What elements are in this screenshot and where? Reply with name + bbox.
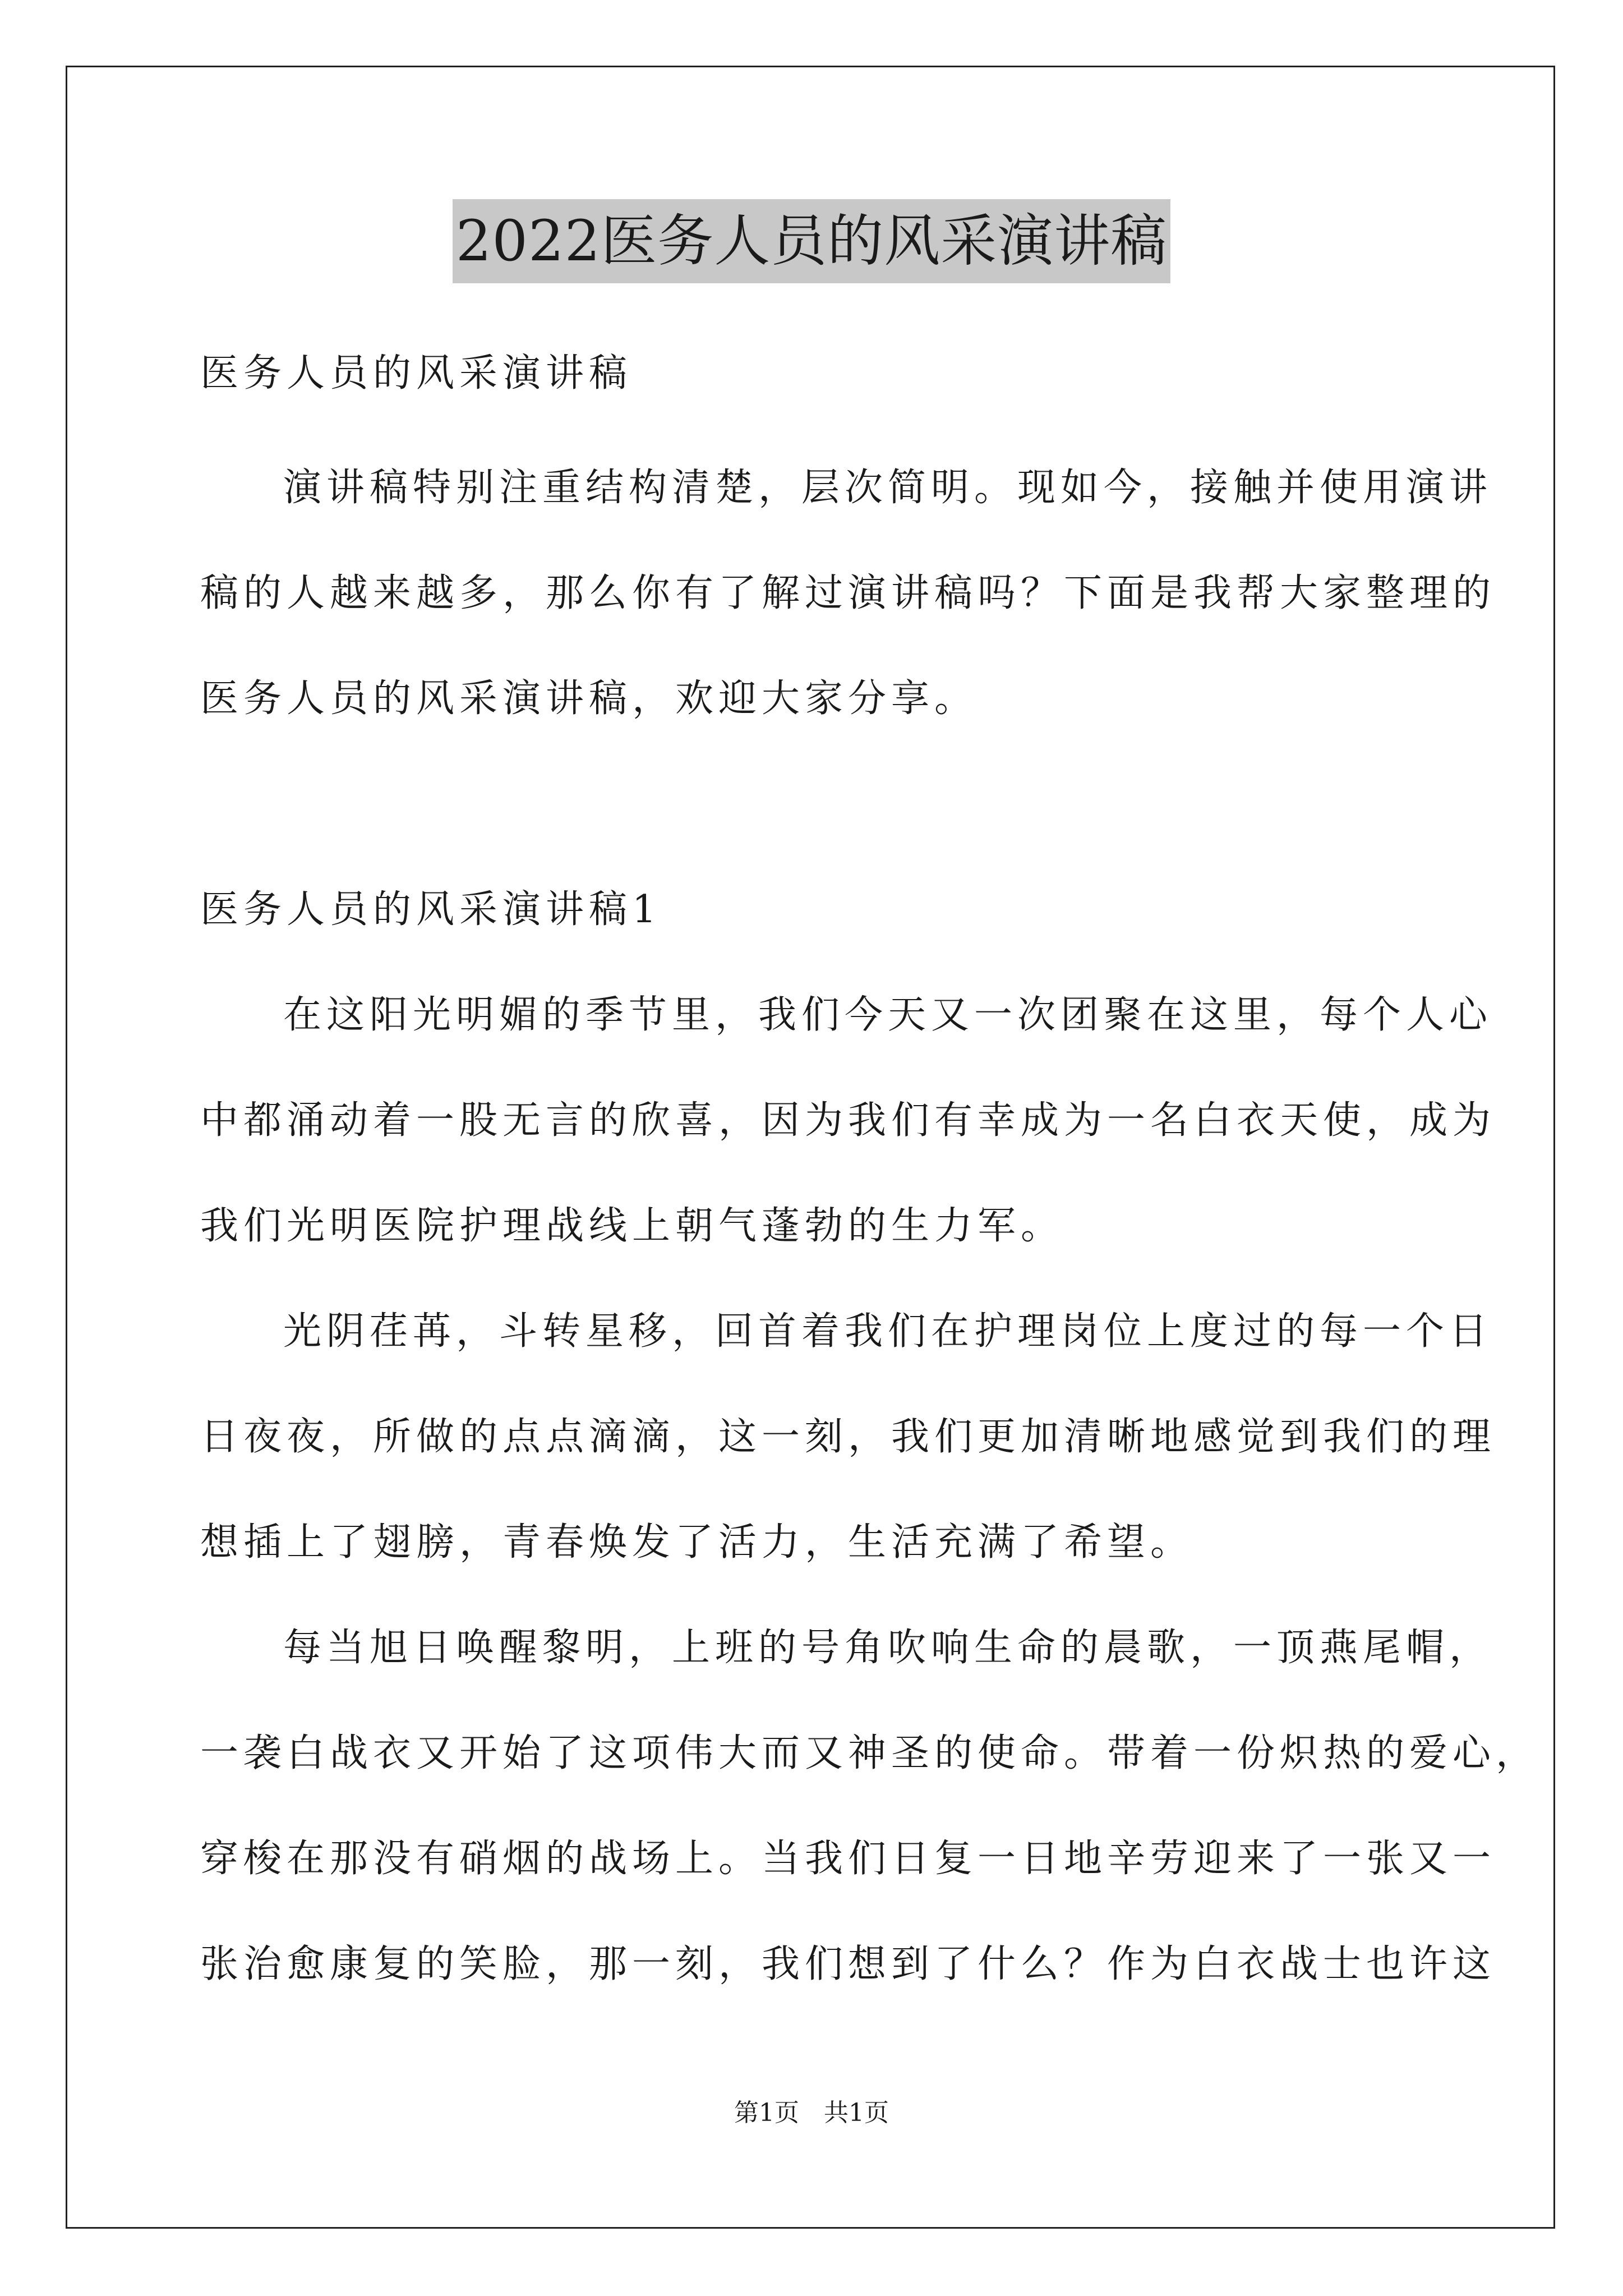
paragraph-line: 张治愈康复的笑脸，那一刻，我们想到了什么？作为白衣战士也许这 bbox=[200, 1942, 1496, 1986]
section-heading: 医务人员的风采演讲稿1 bbox=[200, 887, 662, 932]
paragraph-line: 稿的人越来越多，那么你有了解过演讲稿吗？下面是我帮大家整理的 bbox=[200, 571, 1496, 615]
title-container bbox=[0, 199, 1623, 283]
paragraph-line: 光阴荏苒，斗转星移，回首着我们在护理岗位上度过的每一个日 bbox=[283, 1309, 1493, 1354]
page-footer: 第1页 共1页 bbox=[734, 2099, 889, 2127]
paragraph-line: 每当旭日唤醒黎明，上班的号角吹响生命的晨歌，一顶燕尾帽， bbox=[283, 1626, 1493, 1670]
paragraph-line: 中都涌动着一股无言的欣喜，因为我们有幸成为一名白衣天使，成为 bbox=[200, 1098, 1496, 1143]
paragraph-line: 日夜夜，所做的点点滴滴，这一刻，我们更加清晰地感觉到我们的理 bbox=[200, 1415, 1496, 1459]
subtitle-line: 医务人员的风采演讲稿 bbox=[200, 351, 633, 395]
paragraph-line: 我们光明医院护理战线上朝气蓬勃的生力军。 bbox=[200, 1204, 1064, 1248]
paragraph-line: 在这阳光明媚的季节里，我们今天又一次团聚在这里，每个人心 bbox=[283, 993, 1493, 1037]
paragraph-line: 一袭白战衣又开始了这项伟大而又神圣的使命。带着一份炽热的爱心， bbox=[200, 1731, 1539, 1775]
paragraph-line: 想插上了翅膀，青春焕发了活力，生活充满了希望。 bbox=[200, 1520, 1194, 1565]
document-title: 2022医务人员的风采演讲稿 bbox=[453, 199, 1171, 283]
paragraph-line: 演讲稿特别注重结构清楚，层次简明。现如今，接触并使用演讲 bbox=[283, 466, 1493, 510]
paragraph-line: 穿梭在那没有硝烟的战场上。当我们日复一日地辛劳迎来了一张又一 bbox=[200, 1837, 1496, 1881]
paragraph-line: 医务人员的风采演讲稿，欢迎大家分享。 bbox=[200, 677, 978, 721]
